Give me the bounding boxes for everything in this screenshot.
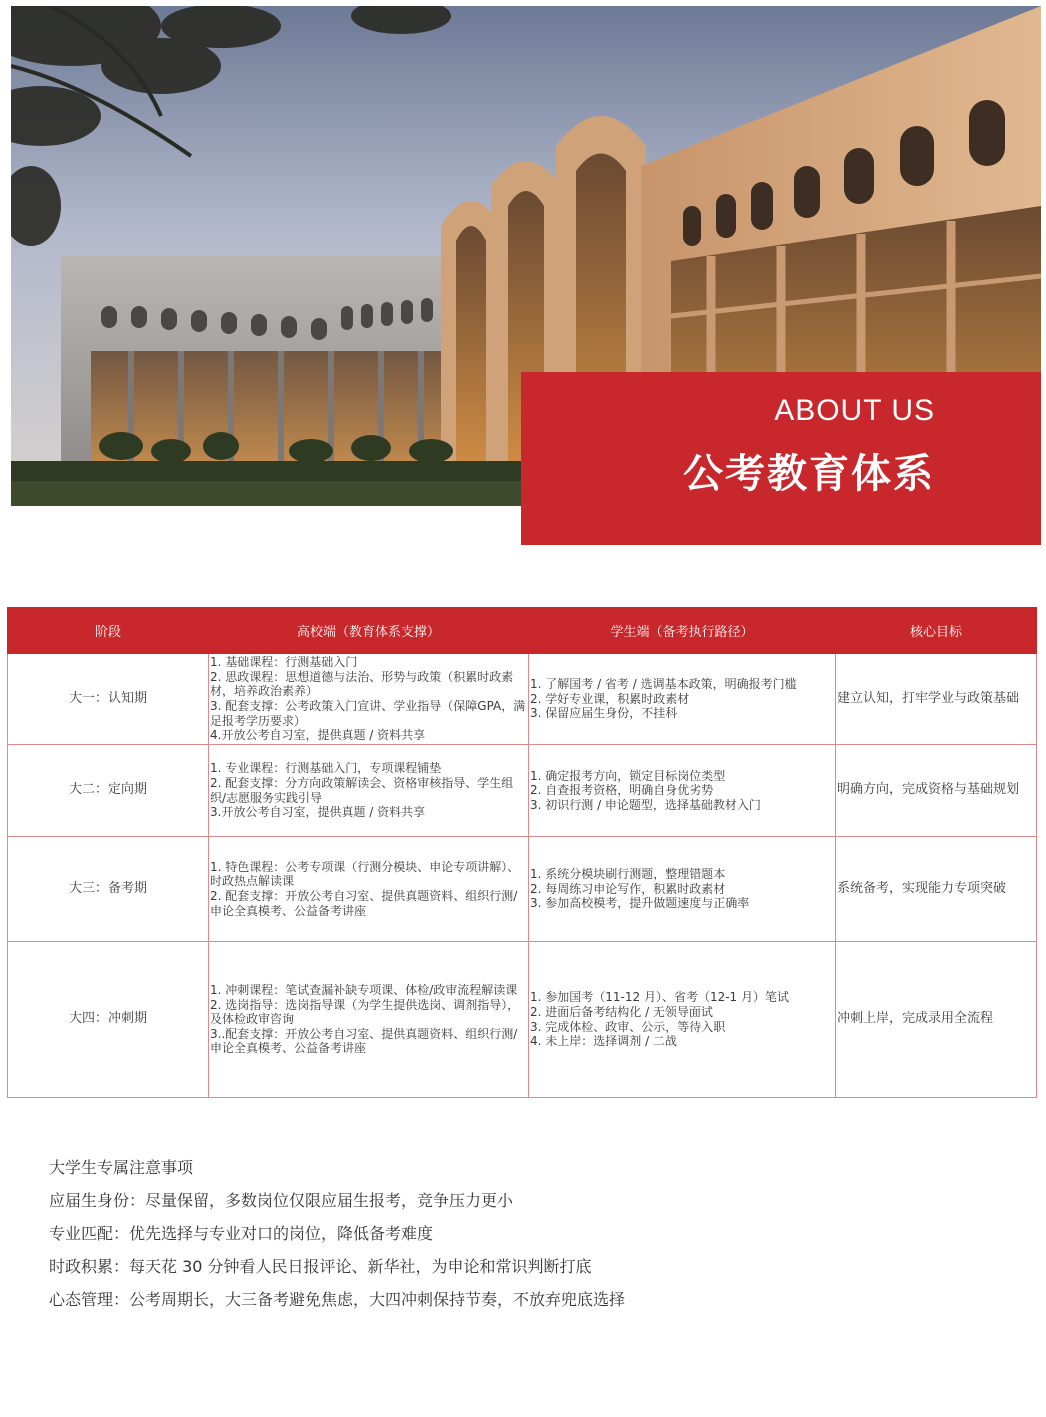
school-line: 3. 配套支撑：公考政策入门宣讲、学业指导（保障GPA，满足报考学历要求） <box>210 699 526 728</box>
header-goal: 核心目标 <box>836 608 1037 654</box>
school-line: 2. 选岗指导：选岗指导课（为学生提供选岗、调剂指导），及体检政审咨询 <box>210 997 520 1027</box>
table-row <box>8 942 1037 1098</box>
goal-cell: 明确方向，完成资格与基础规划 <box>836 745 1037 837</box>
page-title: 公考教育体系 <box>683 451 935 497</box>
student-cell <box>529 942 836 1098</box>
school-line: 3.开放公考自习室，提供真题 / 资料共享 <box>210 805 426 820</box>
school-cell <box>209 654 529 745</box>
student-cell <box>529 745 836 837</box>
school-cell <box>209 837 529 942</box>
notes-title: 大学生专属注意事项 <box>49 1158 194 1177</box>
education-plan-table <box>7 607 1037 1098</box>
school-line: 1. 专业课程：行测基础入门，专项课程铺垫 <box>210 761 442 776</box>
school-line: 1. 基础课程：行测基础入门 <box>210 655 358 670</box>
school-line: 4.开放公考自习室，提供真题 / 资料共享 <box>210 728 426 743</box>
note-item: 时政积累：每天花 30 分钟看人民日报评论、新华社，为申论和常识判断打底 <box>49 1257 592 1276</box>
student-line: 1. 了解国考 / 省考 / 选调基本政策，明确报考门槛 <box>530 677 797 692</box>
header-school: 高校端（教育体系支撑） <box>209 608 529 654</box>
student-line: 1. 系统分模块刷行测题，整理错题本 <box>530 867 726 882</box>
school-cell <box>209 942 529 1098</box>
school-line: 1. 特色课程：公考专项课（行测分模块、申论专项讲解）、时政热点解读课 <box>210 859 520 889</box>
student-line: 1. 确定报考方向，锁定目标岗位类型 <box>530 768 726 783</box>
stage-cell: 大四：冲刺期 <box>8 942 209 1098</box>
student-line: 1. 参加国考（11-12 月）、省考（12-1 月）笔试 <box>530 990 789 1005</box>
student-line: 2. 学好专业课，积累时政素材 <box>530 691 690 706</box>
school-line: 2. 配套支撑：分方向政策解读会、资格审核指导、学生组织/志愿服务实践引导 <box>210 775 514 805</box>
stage-cell: 大三：备考期 <box>8 837 209 942</box>
stage-cell: 大二：定向期 <box>8 745 209 837</box>
student-line: 3. 初识行测 / 申论题型，选择基础教材入门 <box>530 797 761 812</box>
student-line: 3. 保留应届生身份，不挂科 <box>530 706 678 721</box>
school-cell <box>209 745 529 837</box>
school-line: 2. 思政课程：思想道德与法治、形势与政策（积累时政素材，培养政治素养） <box>210 669 514 699</box>
student-line: 2. 进面后备考结构化 / 无领导面试 <box>530 1004 713 1019</box>
note-item: 专业匹配：优先选择与专业对口的岗位，降低备考难度 <box>49 1224 434 1243</box>
student-line: 2. 每周练习申论写作，积累时政素材 <box>530 881 726 896</box>
about-us-label: ABOUT US <box>774 394 935 427</box>
student-line: 4. 未上岸：选择调剂 / 二战 <box>530 1034 677 1049</box>
notes-section <box>49 1156 1009 1321</box>
table-row <box>8 654 1037 745</box>
about-us-banner <box>521 372 1041 545</box>
header-student: 学生端（备考执行路径） <box>529 608 836 654</box>
school-line: 1. 冲刺课程：笔试查漏补缺专项课、体检/政审流程解读课 <box>210 983 518 998</box>
stage-cell: 大一：认知期 <box>8 654 209 745</box>
goal-cell: 建立认知，打牢学业与政策基础 <box>836 654 1037 745</box>
table-row <box>8 745 1037 837</box>
table-row <box>8 837 1037 942</box>
student-line: 3. 完成体检、政审、公示，等待入职 <box>530 1019 726 1034</box>
student-line: 3. 参加高校模考，提升做题速度与正确率 <box>530 896 750 911</box>
student-line: 2. 自查报考资格，明确自身优劣势 <box>530 783 714 798</box>
school-line: 2. 配套支撑：开放公考自习室、提供真题资料、组织行测/申论全真模考、公益备考讲座 <box>210 889 518 918</box>
header-stage: 阶段 <box>8 608 209 654</box>
goal-cell: 冲刺上岸，完成录用全流程 <box>836 942 1037 1098</box>
school-line: 3..配套支撑：开放公考自习室、提供真题资料、组织行测/申论全真模考、公益备考讲座 <box>210 1026 518 1056</box>
student-cell <box>529 654 836 745</box>
note-item: 心态管理：公考周期长，大三备考避免焦虑，大四冲刺保持节奏，不放弃兜底选择 <box>49 1290 626 1309</box>
note-item: 应届生身份：尽量保留，多数岗位仅限应届生报考，竞争压力更小 <box>49 1191 514 1210</box>
table-header-row <box>8 608 1037 654</box>
student-cell <box>529 837 836 942</box>
goal-cell: 系统备考，实现能力专项突破 <box>836 837 1037 942</box>
